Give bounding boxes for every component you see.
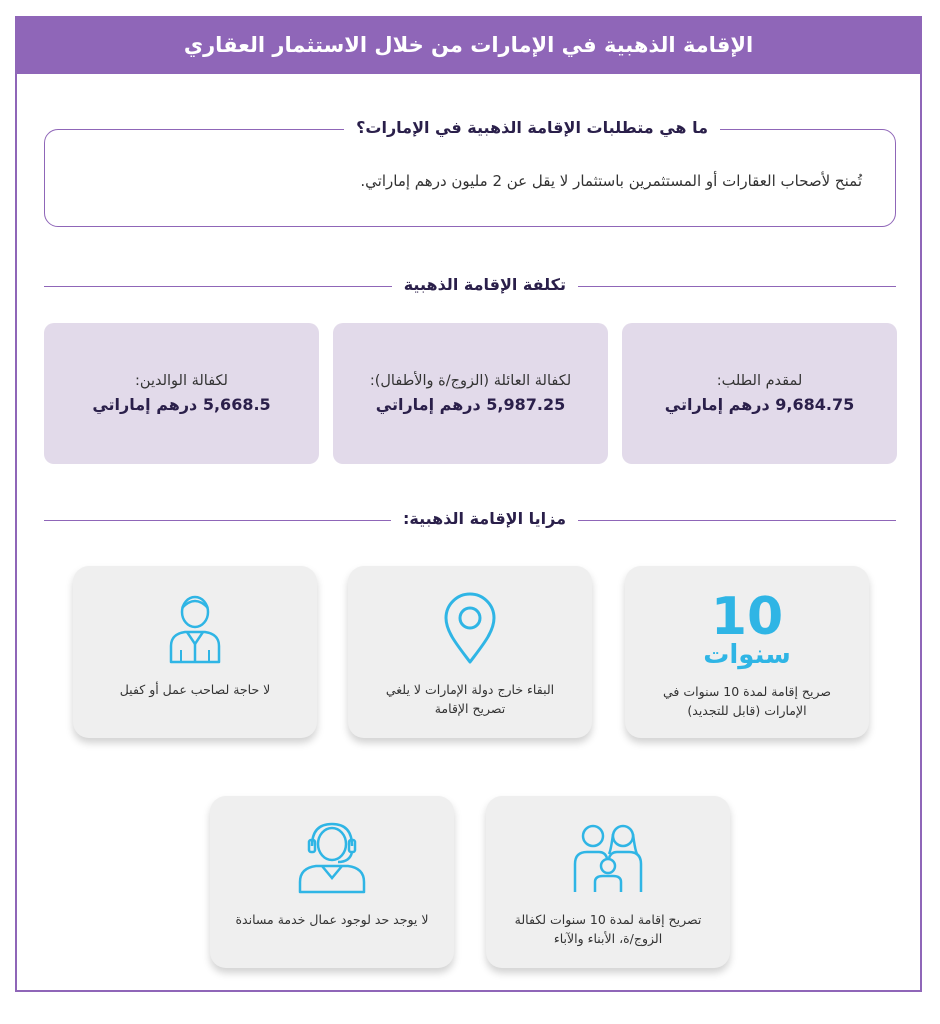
benefit-text: لا حاجة لصاحب عمل أو كفيل: [119, 682, 271, 697]
cost-card-family: [333, 323, 608, 464]
cost-title: تكلفة الإقامة الذهبية: [392, 275, 578, 294]
benefit-card-support-staff: [210, 796, 454, 968]
cost-value: 9,684.75 درهم إماراتي: [664, 395, 855, 414]
family-icon: [571, 820, 645, 896]
benefit-card-no-sponsor: [73, 566, 317, 738]
cost-value: 5,987.25 درهم إماراتي: [375, 395, 566, 414]
ten-years-icon: [703, 587, 791, 670]
headset-agent-icon: [296, 820, 368, 896]
cost-label: لكفالة العائلة (الزوج/ة والأطفال):: [369, 373, 572, 389]
header-banner: [15, 16, 922, 74]
benefit-text: تصريح إقامة لمدة 10 سنوات لكفالة الزوج/ة، الأبناء والآباء: [514, 912, 702, 946]
location-pin-icon: [440, 590, 500, 666]
page-title: الإقامة الذهبية في الإمارات من خلال الاستثمار العقاري: [183, 33, 754, 57]
ten-number: 10: [710, 587, 784, 647]
benefit-card-family-visa: [486, 796, 730, 968]
requirements-text: تُمنح لأصحاب العقارات أو المستثمرين باستثمار لا يقل عن 2 مليون درهم إماراتي.: [360, 172, 862, 190]
person-icon: [165, 590, 225, 666]
benefit-card-ten-years: [625, 566, 869, 738]
cost-label: لمقدم الطلب:: [716, 373, 803, 389]
benefit-text: لا يوجد حد لوجود عمال خدمة مساندة: [235, 912, 429, 927]
benefit-card-stay-abroad: [348, 566, 592, 738]
benefit-text: البقاء خارج دولة الإمارات لا يلغي تصريح الإقامة: [385, 682, 555, 716]
cost-card-parents: [44, 323, 319, 464]
requirements-title: ما هي متطلبات الإقامة الذهبية في الإمارات؟: [344, 118, 720, 137]
benefit-text: صريح إقامة لمدة 10 سنوات في الإمارات (قابل للتجديد): [663, 684, 831, 718]
cost-card-applicant: [622, 323, 897, 464]
benefits-title: مزايا الإقامة الذهبية:: [391, 509, 578, 528]
cost-label: لكفالة الوالدين:: [135, 373, 228, 389]
cost-value: 5,668.5 درهم إماراتي: [92, 395, 271, 414]
ten-word: سنوات: [703, 640, 791, 670]
